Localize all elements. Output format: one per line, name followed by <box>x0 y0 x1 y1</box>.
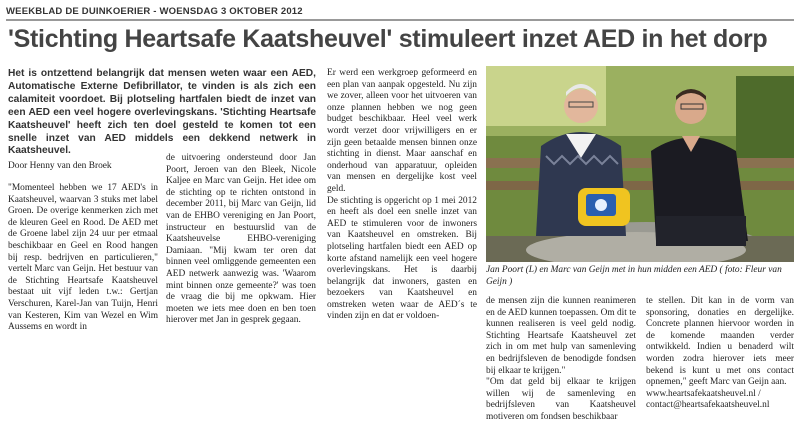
column-3 <box>327 68 477 323</box>
column-4 <box>486 296 636 424</box>
column-3-paragraph-2: De stichting is opgericht op 1 mei 2012 en heeft als doel een snelle inzet van AED te stimuleren voor de inwoners van Kaatsheuvel en omstreken. Bij plotseling hartfalen biedt een AED op korte afstand namelijk een veel hogere overlevingskans. Het is daarbij belangrijk dat inwoners, gasten en bezoekers van Kaatsheuvel en omstreken weten waar de AED´s te vinden zijn en dat er voldoen- <box>327 195 477 322</box>
column-5 <box>646 296 794 412</box>
byline: Door Henny van den Broek <box>8 161 112 171</box>
email-link[interactable]: contact@heartsafekaatsheuvel.nl <box>646 400 770 411</box>
column-4-paragraph-1: de mensen zijn die kunnen reanimeren en de AED kunnen toepassen. Om dit te kunnen realiseren is veel geld nodig. Stichting Heartsafe Kaatsheuvel zet zich in om met hulp van samenleving en bedrijfsleven de benodigde fondsen bij elkaar te krijgen." <box>486 296 636 376</box>
website-link[interactable]: www.heartsafekaatsheuvel.nl / <box>646 388 761 399</box>
column-2-text: de uitvoering ondersteund door Jan Poort, Jeroen van den Bleek, Nicole Kaljee en Marc van Geijn. Het idee om de stichting op te richten ontstond in december 2011, bij Marc van Geijn, lid van de EHBO vereniging en Jan Poort, instructeur en bestuurslid van de Kaatsheuvelse EHBO-vereniging Damiaan. "Mij kwam ter oren dat binnen veel omliggende gemeenten een AED netwerk aanwezig was. 'Waarom mint binnen onze gemeente?' was toen de vraag die bij me opkwam. Hier moeten we iets mee doen en ben toen hierover met Jan in gesprek gegaan. <box>166 153 316 326</box>
column-3-paragraph-1: Er werd een werkgroep geformeerd en een plan van aanpak opgesteld. Nu zijn we zover, alleen voor het uitvoeren van onze plannen hebben we nog geen budget beschikbaar. Heel veel werk wordt verzet door vrijwilligers en er zijn geen betaalde mensen binnen onze stichting in dienst. Maar aanschaf en onderhoud van apparatuur, opleiden van mensen en dergelijke kost veel geld. <box>327 68 477 194</box>
headline: 'Stichting Heartsafe Kaatsheuvel' stimuleert inzet AED in het dorp <box>8 25 768 53</box>
column-2 <box>166 153 316 327</box>
column-1-text: "Momenteel hebben we 17 AED's in Kaatsheuvel, waarvan 3 stuks met label Groen. De overige kenmerken zich met de kleuren Geel en Rood. De AED met de Groene label zijn 24 uur per etmaal beschikbaar en Geel en Rood hangen bij resp. bedrijven en particulieren," vertelt Marc van Geijn. Het bestuur van de Stichting Heartsafe Kaatsheuvel bestaat uit vijf leden t.w.: Gertjan Verschuren, Karel-Jan van Tuijn, Henri van Kesteren, Kim van Wezel en Wim Aussems en wordt in <box>8 183 158 333</box>
lead-paragraph: Het is ontzettend belangrijk dat mensen weten waar een AED, Automatische Externe Defibrillator, te vinden is als zich een calamiteit voordoet. Bij plotseling hartfalen biedt de inzet van een AED een veel hogere overlevingskans. 'Stichting Heartsafe Kaatsheuvel' heeft zich ten doel gesteld te komen tot een snelle inzet van AED middels een dekkend netwerk in Kaatsheuvel. <box>8 68 316 157</box>
article-photo <box>486 66 794 262</box>
photo-caption: Jan Poort (L) en Marc van Geijn met in hun midden een AED ( foto: Fleur van Geijn ) <box>486 265 782 287</box>
column-5-text: te stellen. Dit kan in de vorm van sponsoring, donaties en dergelijke. Concrete plannen hiervoor worden in de komende maanden verder ontwikkeld. Indien u benaderd wilt worden zodra hierover iets meer bekend is kunt u met ons contact opnemen," geeft Marc van Geijn aan. <box>646 296 794 388</box>
column-1 <box>8 183 158 334</box>
column-4-paragraph-2: "Om dat geld bij elkaar te krijgen willen wij de samenleving en bedrijfsleven van Kaatsheuvel motiveren om fondsen beschikbaar <box>486 377 636 422</box>
masthead: WEEKBLAD DE DUINKOERIER - WOENSDAG 3 OKTOBER 2012 <box>6 6 303 17</box>
masthead-rule <box>6 19 794 21</box>
